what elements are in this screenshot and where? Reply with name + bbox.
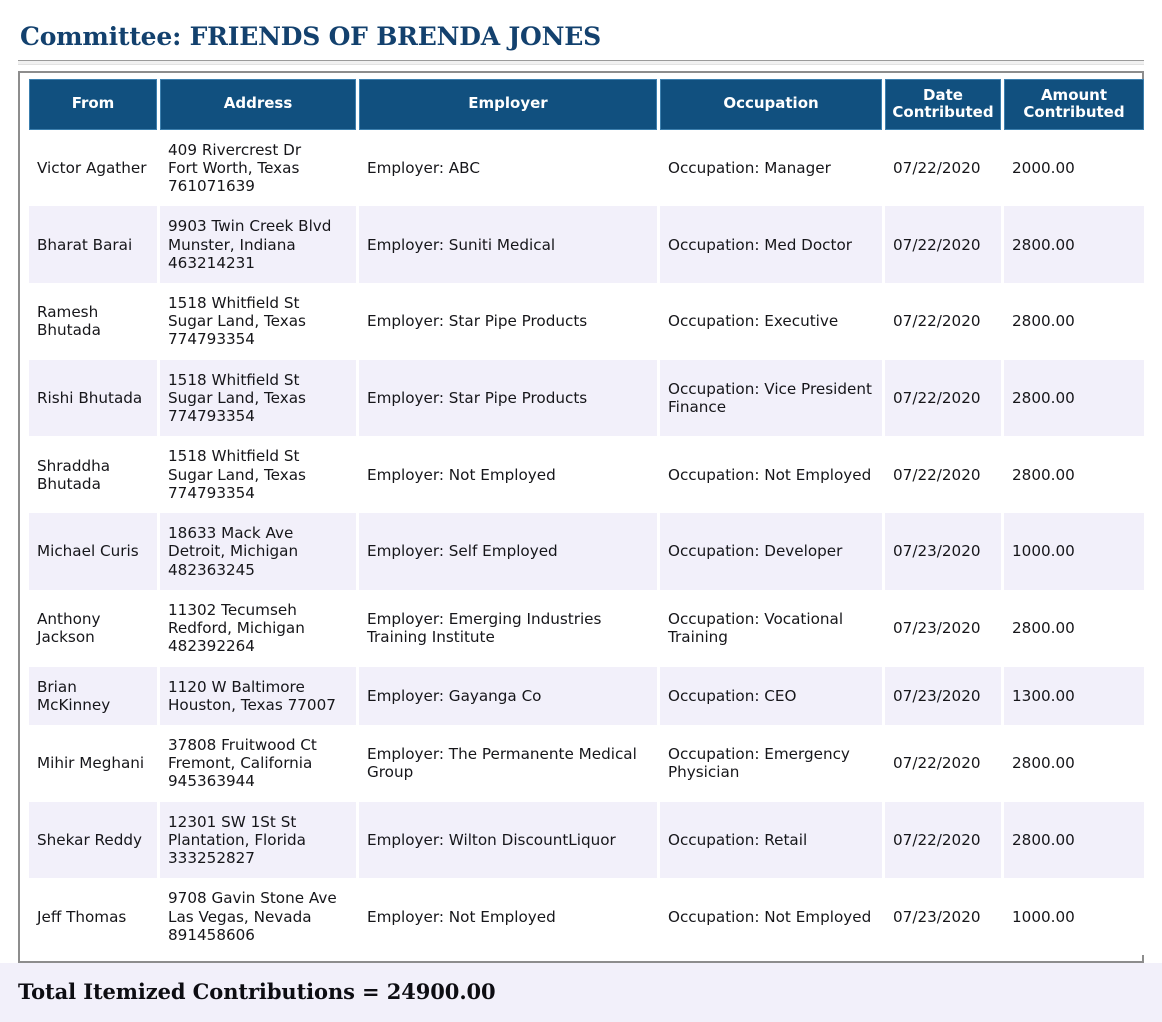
page-title: Committee: FRIENDS OF BRENDA JONES (20, 22, 601, 51)
cell-address (160, 513, 356, 590)
cell-amount-contributed: 2800.00 (1004, 802, 1144, 879)
cell-employer: Employer: The Permanente Medical Group (359, 725, 657, 802)
column-header-employer[interactable]: Employer (359, 79, 657, 130)
address-line-1: 1120 W Baltimore (168, 677, 305, 696)
cell-occupation: Occupation: CEO (660, 667, 882, 725)
cell-amount-contributed: 2800.00 (1004, 436, 1144, 513)
total-contributions-band (0, 963, 1162, 1022)
table-header-row (29, 79, 1144, 130)
address-line-1: 1518 Whitfield St (168, 294, 300, 312)
cell-date-contributed: 07/23/2020 (885, 878, 1001, 955)
address-line-1: 9903 Twin Creek Blvd (168, 217, 332, 236)
address-line-3: 774793354 (168, 330, 255, 349)
address-line-1: 1518 Whitfield St (168, 447, 300, 466)
address-line-3: 761071639 (168, 177, 255, 196)
cell-from: Bharat Barai (29, 206, 157, 283)
cell-amount-contributed: 2800.00 (1004, 283, 1144, 360)
column-header-from[interactable]: From (29, 79, 157, 130)
address-line-1: 9708 Gavin Stone Ave (168, 889, 337, 908)
address-line-2: Redford, Michigan (168, 619, 305, 638)
cell-occupation: Occupation: Not Employed (660, 878, 882, 955)
cell-occupation: Occupation: Developer (660, 513, 882, 590)
table-row[interactable] (29, 130, 1144, 207)
address-line-2: Plantation, Florida (168, 830, 306, 849)
table-row[interactable] (29, 878, 1144, 955)
cell-from: Shekar Reddy (29, 802, 157, 879)
address-line-3: 945363944 (168, 772, 255, 791)
column-header-occupation[interactable]: Occupation (660, 79, 882, 130)
address-line-3: 333252827 (168, 849, 255, 868)
cell-employer: Employer: Emerging Industries Training Institute (359, 590, 657, 667)
address-line-2: Detroit, Michigan (168, 542, 299, 561)
cell-amount-contributed: 2000.00 (1004, 130, 1144, 207)
address-line-3: 891458606 (168, 925, 255, 944)
address-line-1: 11302 Tecumseh (168, 600, 297, 619)
cell-address (160, 725, 356, 802)
cell-employer: Employer: Not Employed (359, 878, 657, 955)
address-line-2: Sugar Land, Texas (168, 465, 306, 484)
cell-amount-contributed: 2800.00 (1004, 360, 1144, 437)
cell-from: Victor Agather (29, 130, 157, 207)
table-row[interactable] (29, 725, 1144, 802)
address-line-2: Fremont, California (168, 754, 313, 773)
cell-occupation: Occupation: Not Employed (660, 436, 882, 513)
cell-from: Michael Curis (29, 513, 157, 590)
address-line-3: 482392264 (168, 637, 255, 656)
cell-from: Rishi Bhutada (29, 360, 157, 437)
cell-from: Anthony Jackson (29, 590, 157, 667)
cell-amount-contributed: 2800.00 (1004, 725, 1144, 802)
cell-from: Brian McKinney (29, 667, 157, 725)
address-line-1: 37808 Fruitwood Ct (168, 735, 317, 754)
table-row[interactable] (29, 667, 1144, 725)
cell-date-contributed: 07/22/2020 (885, 360, 1001, 437)
title-block (0, 0, 1162, 51)
table-row[interactable] (29, 802, 1144, 879)
cell-employer: Employer: Star Pipe Products (359, 283, 657, 360)
cell-address (160, 878, 356, 955)
cell-date-contributed: 07/23/2020 (885, 513, 1001, 590)
address-line-3: 774793354 (168, 407, 255, 426)
cell-address (160, 130, 356, 207)
cell-occupation: Occupation: Vice President Finance (660, 360, 882, 437)
address-line-1: 18633 Mack Ave (168, 524, 294, 543)
cell-occupation: Occupation: Retail (660, 802, 882, 879)
cell-from: Jeff Thomas (29, 878, 157, 955)
cell-employer: Employer: Gayanga Co (359, 667, 657, 725)
cell-amount-contributed: 1000.00 (1004, 513, 1144, 590)
table-row[interactable] (29, 436, 1144, 513)
column-header-amount-contributed[interactable] (1004, 79, 1144, 130)
cell-amount-contributed: 2800.00 (1004, 590, 1144, 667)
cell-from: Shraddha Bhutada (29, 436, 157, 513)
cell-date-contributed: 07/22/2020 (885, 130, 1001, 207)
address-line-3: 463214231 (168, 253, 255, 272)
table-row[interactable] (29, 283, 1144, 360)
address-line-2: Houston, Texas 77007 (168, 695, 336, 714)
cell-date-contributed: 07/23/2020 (885, 667, 1001, 725)
address-line-3: 774793354 (168, 483, 255, 502)
column-header-amount-line1: Amount (1040, 86, 1108, 104)
cell-employer: Employer: Wilton DiscountLiquor (359, 802, 657, 879)
address-line-1: 1518 Whitfield St (168, 370, 300, 389)
address-line-3: 482363245 (168, 560, 255, 579)
cell-from: Mihir Meghani (29, 725, 157, 802)
cell-employer: Employer: Not Employed (359, 436, 657, 513)
address-line-2: Sugar Land, Texas (168, 388, 306, 407)
column-header-date-contributed[interactable] (885, 79, 1001, 130)
contributions-table (26, 79, 1147, 955)
table-row[interactable] (29, 590, 1144, 667)
cell-date-contributed: 07/22/2020 (885, 206, 1001, 283)
table-body (29, 130, 1144, 956)
table-row[interactable] (29, 206, 1144, 283)
address-line-2: Sugar Land, Texas (168, 312, 306, 331)
table-row[interactable] (29, 360, 1144, 437)
cell-address (160, 590, 356, 667)
cell-address (160, 360, 356, 437)
cell-amount-contributed: 2800.00 (1004, 206, 1144, 283)
cell-address (160, 206, 356, 283)
cell-date-contributed: 07/22/2020 (885, 725, 1001, 802)
column-header-amount-line2: Contributed (1023, 102, 1125, 121)
cell-date-contributed: 07/23/2020 (885, 590, 1001, 667)
cell-date-contributed: 07/22/2020 (885, 436, 1001, 513)
cell-occupation: Occupation: Med Doctor (660, 206, 882, 283)
cell-occupation: Occupation: Manager (660, 130, 882, 207)
cell-date-contributed: 07/22/2020 (885, 802, 1001, 879)
cell-occupation: Occupation: Emergency Physician (660, 725, 882, 802)
column-header-date-line2: Contributed (892, 102, 994, 121)
address-line-1: 12301 SW 1St St (168, 812, 297, 831)
cell-from: Ramesh Bhutada (29, 283, 157, 360)
column-header-date-line1: Date (923, 86, 963, 104)
address-line-1: 409 Rivercrest Dr (168, 140, 302, 159)
address-line-2: Munster, Indiana (168, 235, 296, 254)
table-header (29, 79, 1144, 130)
cell-amount-contributed: 1000.00 (1004, 878, 1144, 955)
address-line-2: Las Vegas, Nevada (168, 907, 312, 926)
cell-date-contributed: 07/22/2020 (885, 283, 1001, 360)
title-divider (18, 60, 1144, 65)
cell-address (160, 436, 356, 513)
total-itemized-contributions: Total Itemized Contributions = 24900.00 (18, 979, 496, 1005)
contributions-table-container (18, 71, 1144, 963)
table-row[interactable] (29, 513, 1144, 590)
column-header-address[interactable]: Address (160, 79, 356, 130)
cell-amount-contributed: 1300.00 (1004, 667, 1144, 725)
address-line-2: Fort Worth, Texas (168, 158, 300, 177)
cell-address (160, 802, 356, 879)
cell-employer: Employer: ABC (359, 130, 657, 207)
cell-employer: Employer: Suniti Medical (359, 206, 657, 283)
cell-address (160, 283, 356, 360)
cell-occupation: Occupation: Executive (660, 283, 882, 360)
cell-address (160, 667, 356, 725)
cell-employer: Employer: Self Employed (359, 513, 657, 590)
cell-occupation: Occupation: Vocational Training (660, 590, 882, 667)
cell-employer: Employer: Star Pipe Products (359, 360, 657, 437)
